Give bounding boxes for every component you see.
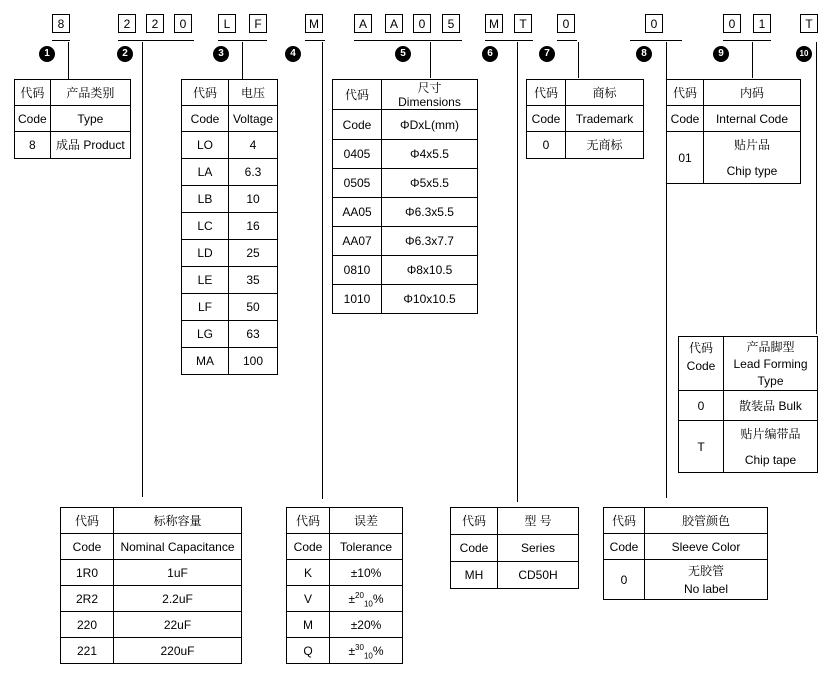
- group-underline: [218, 40, 267, 41]
- table-cell: LB: [182, 186, 229, 213]
- table-cell: 0: [679, 391, 724, 421]
- table-cell: 100: [229, 348, 278, 375]
- table-cell: M: [287, 612, 330, 638]
- table-cell: LF: [182, 294, 229, 321]
- code-header: [679, 337, 724, 391]
- tolerance-upper: 30: [355, 642, 364, 652]
- plus-minus: ±: [348, 643, 356, 658]
- table-cell: 0810: [333, 256, 382, 285]
- table-cell: 1R0: [61, 560, 114, 586]
- code-header: 代码: [604, 508, 645, 534]
- lead-forming-en: Lead Forming: [733, 356, 808, 371]
- marker-8: 8: [636, 46, 652, 62]
- code-char: 0: [413, 14, 431, 33]
- table-cell: 63: [229, 321, 278, 348]
- code-char: 0: [557, 14, 575, 33]
- table-cell: 35: [229, 267, 278, 294]
- code-header: Code: [61, 534, 114, 560]
- table-cell: LC: [182, 213, 229, 240]
- trademark-header: Trademark: [566, 106, 644, 132]
- group-underline: [630, 40, 682, 41]
- code-char: M: [305, 14, 323, 33]
- cell-zh: 贴片品: [733, 137, 770, 152]
- code-header: 代码: [61, 508, 114, 534]
- table-cell: 220: [61, 612, 114, 638]
- cell-zh: 贴片编带品: [740, 426, 801, 441]
- marker-7: 7: [539, 46, 555, 62]
- table-cell: 4: [229, 132, 278, 159]
- table-cell: Φ6.3x5.5: [382, 198, 478, 227]
- code-char: A: [385, 14, 403, 33]
- code-header: Code: [604, 534, 645, 560]
- code-header: 代码: [182, 80, 229, 106]
- connector-line: [322, 42, 323, 499]
- connector-line: [142, 42, 143, 497]
- table-cell: 成品 Product: [50, 132, 130, 159]
- table-cell: Φ6.3x7.7: [382, 227, 478, 256]
- tolerance-header: 误差: [330, 508, 403, 534]
- type-header: Type: [50, 106, 130, 132]
- tolerance-lower: 10: [363, 650, 373, 660]
- code-char: L: [218, 14, 236, 33]
- marker-2: 2: [117, 46, 133, 62]
- connector-line: [578, 42, 579, 78]
- group-underline: [723, 40, 771, 41]
- marker-6: 6: [482, 46, 498, 62]
- table-cell: 散装品 Bulk: [724, 391, 818, 421]
- table-cell: 0505: [333, 169, 382, 198]
- lead-forming-table: [678, 336, 818, 473]
- group-underline: [354, 40, 462, 41]
- marker-10: 10: [796, 46, 812, 62]
- table-cell: 1uF: [114, 560, 242, 586]
- lead-forming-header: [724, 337, 818, 391]
- table-cell: Φ10x10.5: [382, 285, 478, 314]
- table-cell: MH: [451, 562, 498, 589]
- plus-minus: ±: [348, 591, 356, 606]
- table-cell: 无商标: [566, 132, 644, 159]
- table-cell: T: [679, 421, 724, 473]
- table-cell: 0405: [333, 140, 382, 169]
- code-char: 0: [174, 14, 192, 33]
- cell-en: Chip tape: [744, 452, 797, 467]
- code-char: 0: [645, 14, 663, 33]
- table-cell: [330, 586, 403, 612]
- table-cell: Q: [287, 638, 330, 664]
- code-header: Code: [667, 106, 704, 132]
- tolerance-header: Tolerance: [330, 534, 403, 560]
- table-cell: 221: [61, 638, 114, 664]
- code-header: 代码: [667, 80, 704, 106]
- internal-code-header: Internal Code: [704, 106, 801, 132]
- code-zh: 代码: [688, 340, 713, 355]
- code-header: Code: [451, 535, 498, 562]
- code-char: 8: [52, 14, 70, 33]
- sleeve-color-table: [603, 507, 768, 600]
- capacitance-header: Nominal Capacitance: [114, 534, 242, 560]
- table-cell: CD50H: [498, 562, 579, 589]
- table-cell: 22uF: [114, 612, 242, 638]
- marker-5: 5: [395, 46, 411, 62]
- group-underline: [305, 40, 325, 41]
- code-en: Code: [686, 358, 716, 373]
- type-table: [14, 79, 131, 159]
- tolerance-table: [286, 507, 403, 664]
- table-cell: LG: [182, 321, 229, 348]
- code-header: Code: [182, 106, 229, 132]
- dimensions-header: 尺寸 Dimensions: [382, 80, 478, 110]
- series-table: [450, 507, 579, 589]
- lead-forming-zh: 产品脚型: [746, 339, 795, 354]
- internal-code-header: 内码: [704, 80, 801, 106]
- table-cell: [330, 638, 403, 664]
- marker-4: 4: [285, 46, 301, 62]
- trademark-table: [526, 79, 644, 159]
- table-cell: AA05: [333, 198, 382, 227]
- table-cell: 10: [229, 186, 278, 213]
- table-cell: K: [287, 560, 330, 586]
- connector-line: [430, 42, 431, 78]
- code-char: T: [514, 14, 532, 33]
- sleeve-color-header: 胶管颜色: [645, 508, 768, 534]
- table-cell: [645, 560, 768, 600]
- code-char: 5: [442, 14, 460, 33]
- table-cell: ±10%: [330, 560, 403, 586]
- percent-sign: %: [372, 643, 384, 658]
- group-underline: [485, 40, 533, 41]
- code-header: 代码: [451, 508, 498, 535]
- code-char: 0: [723, 14, 741, 33]
- voltage-table: [181, 79, 278, 375]
- code-char: M: [485, 14, 503, 33]
- group-underline: [557, 40, 577, 41]
- table-cell: V: [287, 586, 330, 612]
- table-cell: LE: [182, 267, 229, 294]
- table-cell: 0: [604, 560, 645, 600]
- group-underline: [52, 40, 70, 41]
- table-cell: 8: [15, 132, 51, 159]
- connector-line: [752, 42, 753, 78]
- code-char: A: [354, 14, 372, 33]
- code-header: 代码: [333, 80, 382, 110]
- code-char: 2: [118, 14, 136, 33]
- table-cell: MA: [182, 348, 229, 375]
- code-header: Code: [287, 534, 330, 560]
- marker-1: 1: [39, 46, 55, 62]
- code-header: Code: [527, 106, 566, 132]
- table-cell: LD: [182, 240, 229, 267]
- code-header: 代码: [15, 80, 51, 106]
- voltage-header: Voltage: [229, 106, 278, 132]
- series-header: 型 号: [498, 508, 579, 535]
- table-cell: 6.3: [229, 159, 278, 186]
- dimensions-table: [332, 79, 478, 314]
- sleeve-color-header: Sleeve Color: [645, 534, 768, 560]
- table-cell: 16: [229, 213, 278, 240]
- marker-3: 3: [213, 46, 229, 62]
- tolerance-lower: 10: [363, 598, 373, 608]
- connector-line: [68, 42, 69, 80]
- table-cell: 1010: [333, 285, 382, 314]
- capacitance-header: 标称容量: [114, 508, 242, 534]
- code-header: 代码: [287, 508, 330, 534]
- connector-line: [517, 42, 518, 502]
- marker-9: 9: [713, 46, 729, 62]
- table-cell: 220uF: [114, 638, 242, 664]
- cell-en: No label: [683, 581, 729, 596]
- percent-sign: %: [372, 591, 384, 606]
- cell-en: Chip type: [726, 163, 778, 178]
- internal-code-table: [666, 79, 801, 184]
- trademark-header: 商标: [566, 80, 644, 106]
- capacitance-table: [60, 507, 242, 664]
- code-char: 1: [753, 14, 771, 33]
- table-cell: 01: [667, 132, 704, 184]
- code-header: Code: [15, 106, 51, 132]
- series-header: Series: [498, 535, 579, 562]
- connector-line: [816, 42, 817, 334]
- table-cell: AA07: [333, 227, 382, 256]
- voltage-header: 电压: [229, 80, 278, 106]
- connector-line: [242, 42, 243, 79]
- type-header: 产品类别: [50, 80, 130, 106]
- table-cell: 0: [527, 132, 566, 159]
- table-cell: ±20%: [330, 612, 403, 638]
- table-cell: LO: [182, 132, 229, 159]
- group-underline: [118, 40, 194, 41]
- table-cell: 25: [229, 240, 278, 267]
- table-cell: [704, 132, 801, 184]
- cell-zh: 无胶管: [687, 563, 724, 578]
- table-cell: [724, 421, 818, 473]
- table-cell: LA: [182, 159, 229, 186]
- code-header: Code: [333, 110, 382, 140]
- code-char: T: [800, 14, 818, 33]
- dimensions-header: ΦDxL(mm): [382, 110, 478, 140]
- table-cell: 2R2: [61, 586, 114, 612]
- code-char: F: [249, 14, 267, 33]
- table-cell: Φ4x5.5: [382, 140, 478, 169]
- code-char: 2: [146, 14, 164, 33]
- table-cell: 2.2uF: [114, 586, 242, 612]
- table-cell: Φ8x10.5: [382, 256, 478, 285]
- table-cell: Φ5x5.5: [382, 169, 478, 198]
- lead-forming-en2: Type: [757, 373, 784, 388]
- table-cell: 50: [229, 294, 278, 321]
- code-header: 代码: [527, 80, 566, 106]
- tolerance-upper: 20: [355, 590, 364, 600]
